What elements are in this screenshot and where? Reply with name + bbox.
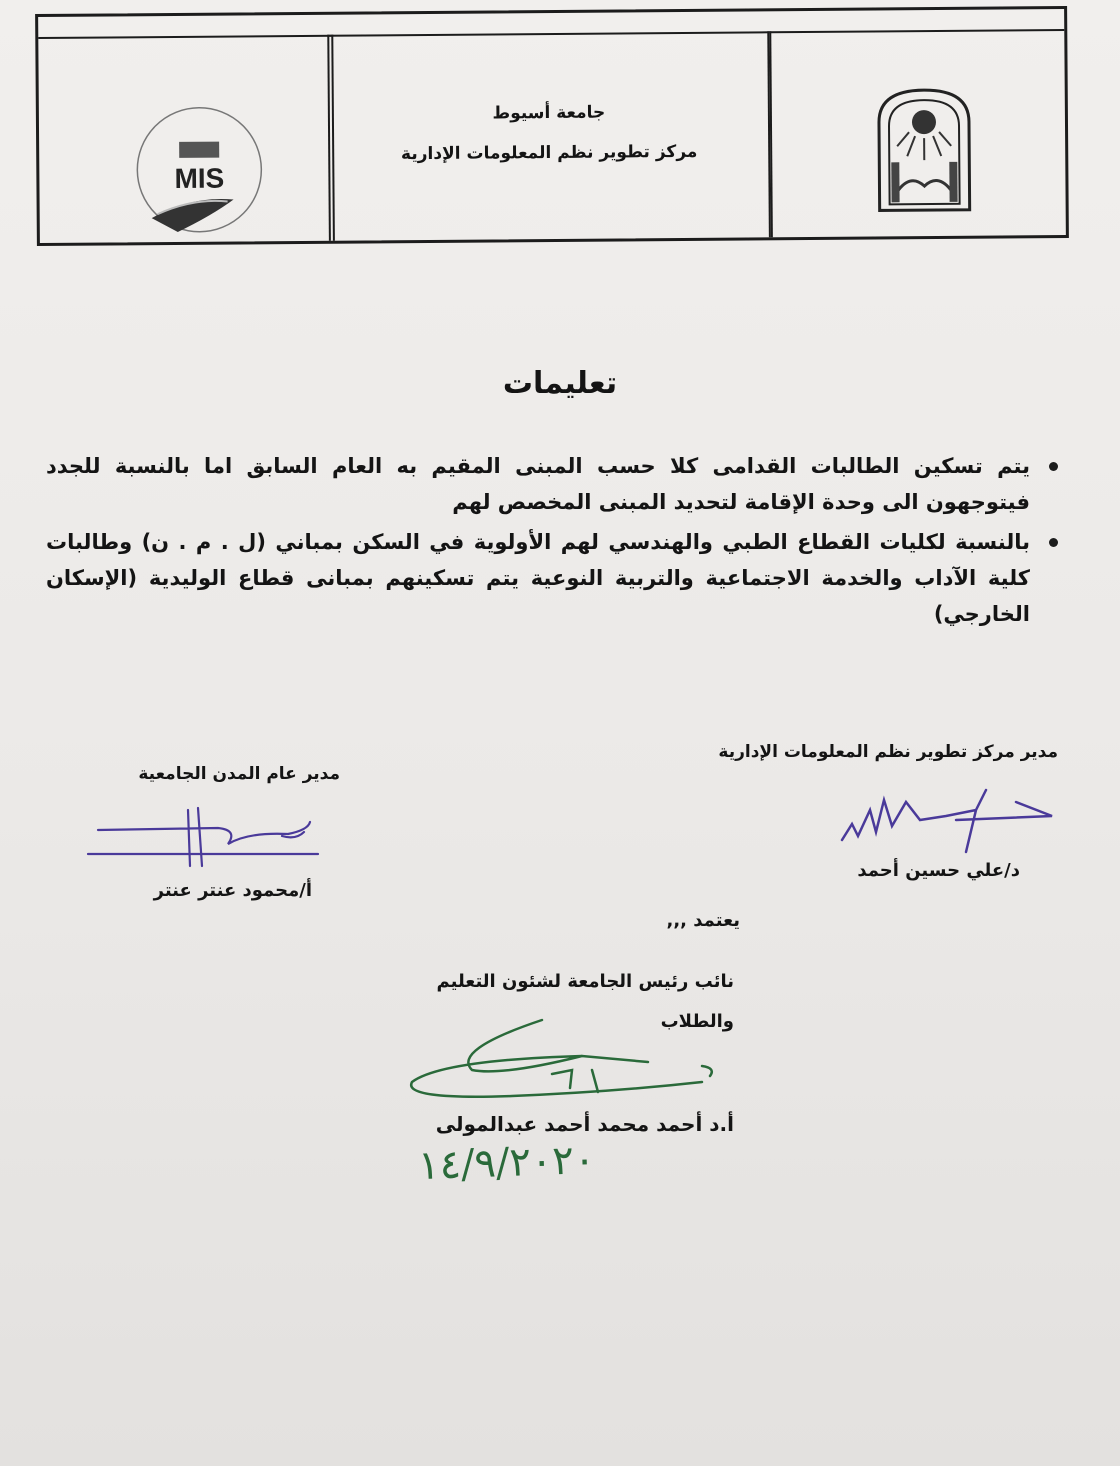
mis-logo-abbr: MIS [174,162,225,194]
cities-director-signature-icon [78,800,338,870]
instructions-list [46,448,1060,636]
mis-director-signature-icon [836,780,1066,870]
vice-president-title: نائب رئيس الجامعة لشئون التعليم والطلاب [436,971,734,1032]
handwritten-date: ١٤/٩/٢٠٢٠ [417,1136,597,1190]
instruction-item [46,524,1060,632]
svg-text:MANAGEMENT INFORMATION SYSTEMS [124,92,133,102]
mis-director-signature-block [718,742,1058,762]
bullet-icon [1049,538,1058,547]
letterhead-left-cell [38,35,335,243]
mis-logo-arc-text: MANAGEMENT INFORMATION SYSTEMS [124,92,134,103]
mis-director-name-block [857,860,1020,881]
assiut-university-logo [869,82,980,213]
instruction-text: يتم تسكين الطالبات القدامى كلا حسب المبنى المقيم به العام السابق اما بالنسبة للجدد فيتوجهون الى وحدة الإقامة لتحديد المبنى المخصص لهم [46,454,1030,514]
approval-label: يعتمد ,,, [666,910,740,931]
university-name: جامعة أسيوط [492,102,606,124]
cities-director-title: مدير عام المدن الجامعية [138,764,340,784]
mis-logo [124,92,270,240]
cities-director-name-block [154,880,312,901]
letterhead-middle-cell [327,31,771,240]
vice-president-name: أ.د أحمد محمد أحمد عبدالمولى [435,1112,734,1136]
center-name: مركز تطوير نظم المعلومات الإدارية [400,141,698,165]
bullet-icon [1049,462,1058,471]
instruction-text: بالنسبة لكليات القطاع الطبي والهندسي لهم الأولوية في السكن بمباني (ل . م . ن) وطالبات كلية الآداب والخدمة الاجتماعية والتربية النوعية يتم تسكينهم بمبانى قطاع الوليدية (الإسكان الخارجي) [46,530,1030,626]
document-title: تعليمات [502,366,618,401]
vice-president-signature-icon [392,1010,732,1114]
cities-director-name: أ/محمود عنتر عنتر [153,880,312,901]
letterhead-right-cell [769,29,1066,237]
letterhead [35,6,1069,246]
instruction-item [46,448,1060,520]
mis-director-title: مدير مركز تطوير نظم المعلومات الإدارية [718,742,1058,762]
cities-director-signature-block [138,764,340,784]
mis-director-name: د/علي حسين أحمد [857,860,1020,881]
